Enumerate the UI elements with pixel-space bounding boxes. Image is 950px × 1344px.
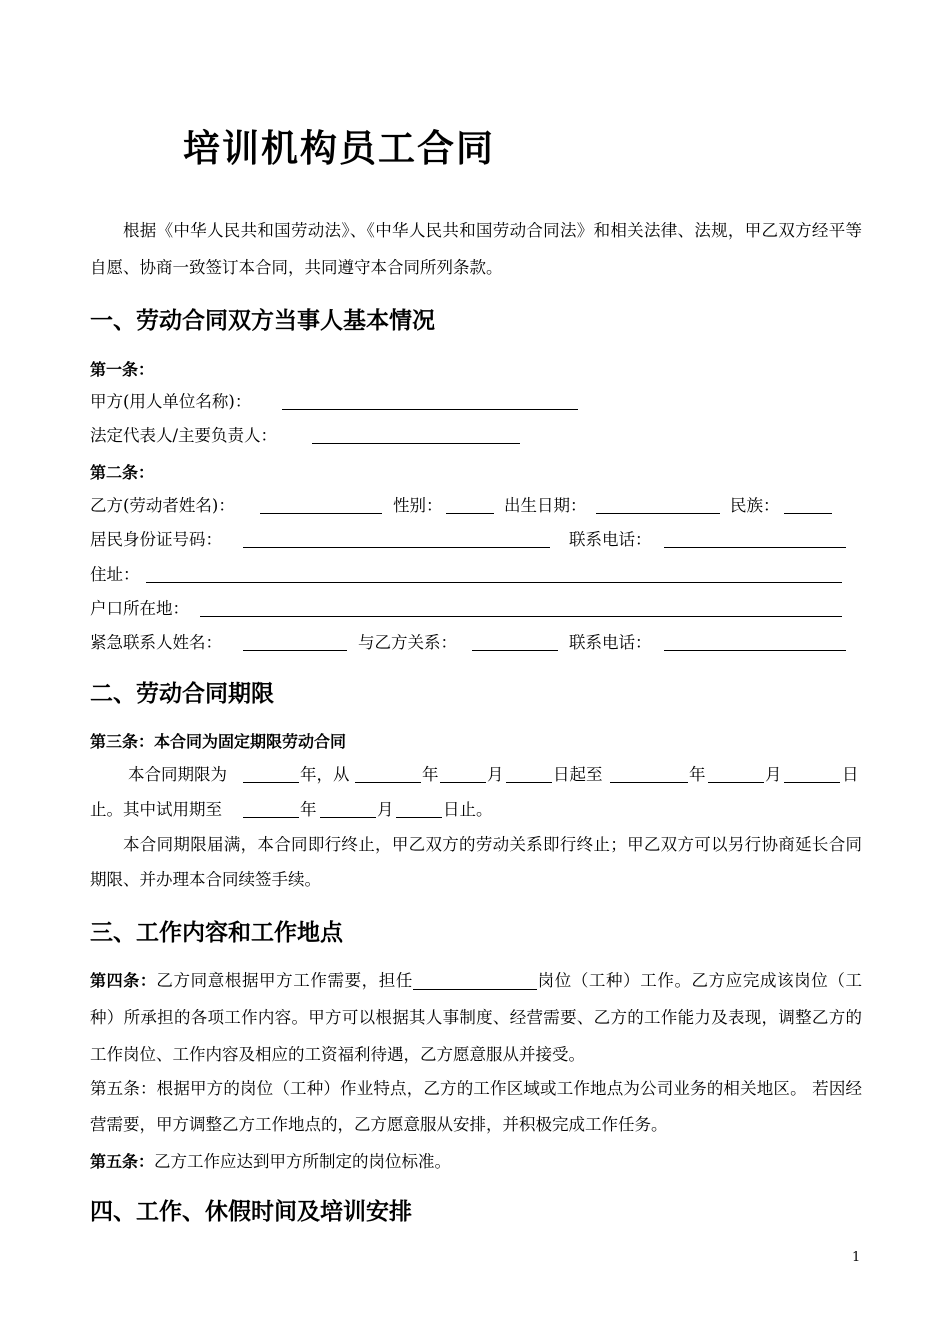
hukou-line [90, 592, 860, 626]
article-5b-text: 乙方工作应达到甲方所制定的岗位标准。 [154, 1152, 452, 1171]
article-4-label: 第四条： [90, 971, 157, 990]
relation-blank[interactable] [472, 650, 558, 651]
term-text-4: 月 [487, 765, 504, 784]
gender-label: 性别： [393, 496, 443, 515]
section-4-heading: 四、工作、休假时间及培训安排 [90, 1199, 412, 1225]
ethnicity-label: 民族： [730, 496, 780, 515]
term-text-8: 日 [842, 765, 859, 784]
contract-title: 培训机构员工合同 [183, 127, 495, 170]
article-5-paragraph: 第五条：根据甲方的岗位（工种）作业特点，乙方的工作区域或工作地点为公司业务的相关地区。 若因经营需要，甲方调整乙方工作地点的，乙方愿意服从安排，并积极完成工作任务。 [90, 1079, 862, 1134]
article-4-text-b: 岗位（工种）工作。乙方应完成该岗位（工种）所承担的各项工作内容。甲方可以根据其人事制度、经营需要、乙方的工作能力及表现，调整乙方的工作岗位、工作内容及相应的工资福利待遇，乙方愿意服从并接受。 [90, 971, 862, 1064]
id-number-label: 居民身份证号码： [90, 530, 222, 549]
article-5b-label: 第五条： [90, 1152, 155, 1171]
party-a-line [90, 385, 860, 419]
address-blank[interactable] [146, 582, 842, 583]
article-4-paragraph [90, 962, 862, 1073]
term-text-10: 年 [300, 800, 317, 819]
term-line-2 [90, 793, 860, 827]
party-b-label: 乙方(劳动者姓名)： [90, 496, 235, 515]
legal-rep-label: 法定代表人/主要负责人： [90, 426, 278, 445]
party-b-name-blank[interactable] [260, 513, 382, 514]
emergency-contact-blank[interactable] [243, 650, 347, 651]
probation-year-blank[interactable] [243, 817, 299, 818]
address-line [90, 558, 860, 592]
phone-blank[interactable] [664, 547, 846, 548]
article-2-label: 第二条： [90, 463, 155, 482]
term-text-5: 日起至 [553, 765, 603, 784]
emergency-contact-label: 紧急联系人姓名： [90, 633, 222, 652]
gender-blank[interactable] [446, 513, 494, 514]
article-1-label: 第一条： [90, 360, 155, 379]
term-text-3: 年 [422, 765, 439, 784]
article-3-label: 第三条：本合同为固定期限劳动合同 [90, 732, 347, 751]
birth-date-blank[interactable] [596, 513, 720, 514]
birth-date-label: 出生日期： [504, 496, 587, 515]
term-text-7: 月 [765, 765, 782, 784]
party-a-blank[interactable] [282, 409, 578, 410]
probation-day-blank[interactable] [396, 817, 442, 818]
term-text-12: 日止。 [443, 800, 493, 819]
hukou-label: 户口所在地： [90, 599, 189, 618]
legal-rep-blank[interactable] [312, 443, 520, 444]
end-month-blank[interactable] [708, 782, 764, 783]
article-4-text-a: 乙方同意根据甲方工作需要，担任 [156, 971, 413, 990]
start-month-blank[interactable] [440, 782, 486, 783]
id-number-blank[interactable] [243, 547, 550, 548]
term-years-blank[interactable] [243, 782, 299, 783]
start-year-blank[interactable] [355, 782, 421, 783]
expiry-paragraph: 本合同期限届满，本合同即行终止，甲乙双方的劳动关系即行终止；甲乙双方可以另行协商延长合同期限、并办理本合同续签手续。 [90, 835, 862, 889]
term-text-1: 本合同期限为 [128, 765, 227, 784]
id-line [90, 523, 860, 557]
hukou-blank[interactable] [200, 616, 842, 617]
party-a-label: 甲方(用人单位名称)： [90, 392, 252, 411]
term-text-2: 年，从 [300, 765, 350, 784]
emergency-line [90, 626, 860, 660]
term-text-6: 年 [689, 765, 706, 784]
article-5b-paragraph [90, 1144, 862, 1180]
position-blank[interactable] [413, 969, 537, 990]
section-1-heading: 一、劳动合同双方当事人基本情况 [90, 308, 435, 334]
legal-rep-line [90, 419, 860, 453]
ethnicity-blank[interactable] [784, 513, 832, 514]
end-year-blank[interactable] [610, 782, 688, 783]
intro-paragraph: 根据《中华人民共和国劳动法》、《中华人民共和国劳动合同法》和相关法律、法规，甲乙双方经平等自愿、协商一致签订本合同，共同遵守本合同所列条款。 [90, 221, 862, 277]
end-day-blank[interactable] [784, 782, 840, 783]
page-number: 1 [852, 1250, 861, 1265]
section-3-heading: 三、工作内容和工作地点 [90, 920, 343, 946]
address-label: 住址： [90, 565, 140, 584]
section-2-heading: 二、劳动合同期限 [90, 681, 274, 707]
relation-label: 与乙方关系： [358, 633, 457, 652]
emergency-phone-blank[interactable] [664, 650, 846, 651]
probation-month-blank[interactable] [320, 817, 376, 818]
phone-label: 联系电话： [569, 530, 652, 549]
term-line-1 [90, 758, 860, 792]
emergency-phone-label: 联系电话： [569, 633, 652, 652]
party-b-line [90, 489, 860, 523]
term-text-11: 月 [377, 800, 394, 819]
start-day-blank[interactable] [506, 782, 552, 783]
term-text-9: 止。其中试用期至 [90, 800, 222, 819]
